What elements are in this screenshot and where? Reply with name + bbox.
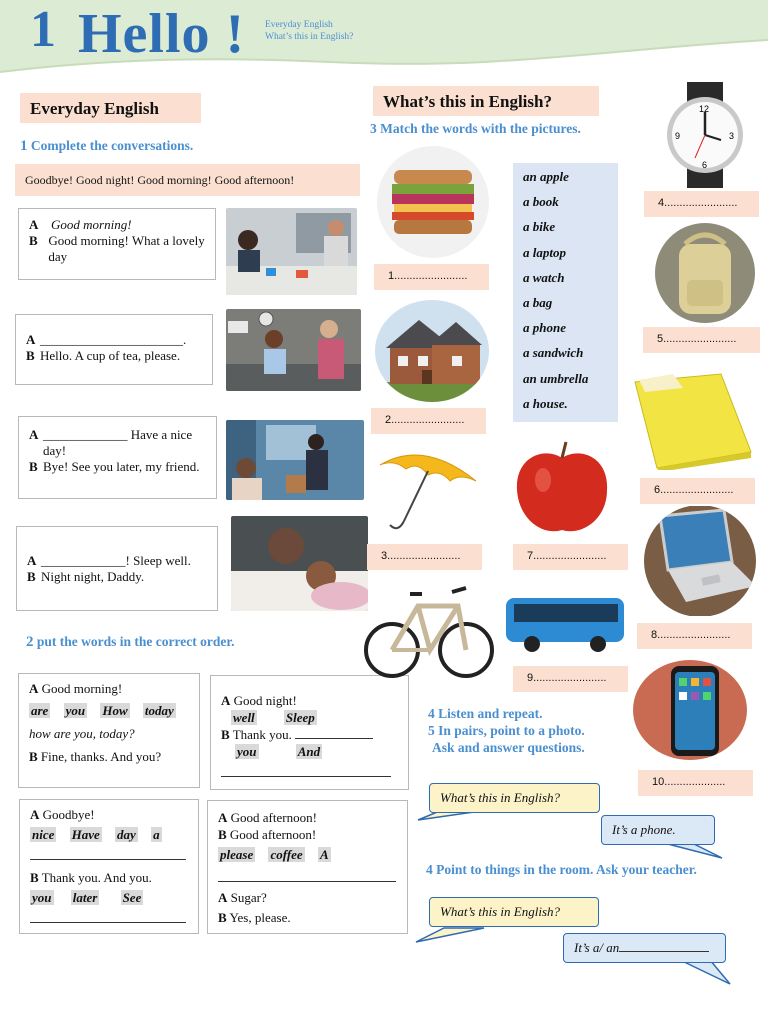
section-title-everyday-english: Everyday English	[20, 93, 201, 123]
word-chip[interactable]: See	[122, 890, 142, 905]
speaker-label: B	[218, 827, 227, 842]
word-item: a bag	[523, 294, 553, 310]
office-greeting-photo	[226, 208, 357, 295]
conv3-a-text: _____________ Have a nice day!	[43, 427, 193, 458]
order-box-1	[18, 673, 200, 788]
conv3-b-text: Bye! See you later, my friend.	[43, 459, 200, 474]
word-chip[interactable]: Sleep	[285, 710, 315, 725]
task5-text: 5 In pairs, point to a photo.	[428, 723, 585, 738]
word-bank: Goodbye! Good night! Good morning! Good afternoon!	[15, 164, 360, 196]
task2-heading	[26, 634, 234, 651]
label-2[interactable]: 2........................	[371, 408, 486, 434]
speaker-label: A	[221, 693, 231, 708]
answer-line[interactable]	[295, 738, 373, 739]
conversation-1	[18, 208, 216, 280]
header-subtitle	[265, 19, 353, 43]
word-chip[interactable]: are	[31, 703, 49, 718]
svg-text:3: 3	[729, 131, 735, 141]
label-9[interactable]: 9........................	[513, 666, 628, 692]
tea-shop-photo	[226, 309, 361, 391]
label-3[interactable]: 3........................	[367, 544, 482, 570]
task5-subtext: Ask and answer questions.	[432, 740, 585, 755]
order2-line2: Thank you.	[232, 727, 292, 742]
speaker-label: B	[29, 233, 38, 248]
task3-heading	[370, 121, 581, 137]
word-chip[interactable]: you	[32, 890, 52, 905]
word-chip[interactable]: today	[144, 703, 174, 718]
conv1-b-text: Good morning! What a lovely day	[48, 233, 205, 264]
word-chip[interactable]: How	[102, 703, 128, 718]
speaker-label: B	[218, 910, 227, 925]
speaker-label: A	[218, 890, 228, 905]
conversation-4	[16, 526, 218, 611]
order1-answer: how are you, today?	[29, 726, 135, 741]
bus-picture	[502, 590, 627, 656]
word-chip[interactable]: you	[237, 744, 257, 759]
word-chip[interactable]: well	[233, 710, 255, 725]
answer-line[interactable]	[221, 776, 391, 777]
bag-picture	[655, 222, 756, 324]
speaker-label: A	[29, 681, 39, 696]
task3-number: 3	[370, 121, 377, 136]
answer-prefix: It’s a/ an	[574, 940, 620, 955]
task4-text: 4 Listen and repeat.	[428, 706, 543, 721]
task1-heading	[20, 138, 193, 155]
speaker-label: A	[27, 553, 37, 568]
label-6[interactable]: 6........................	[640, 478, 755, 504]
task1-text: Complete the conversations.	[30, 138, 194, 153]
order-box-2	[210, 675, 409, 790]
speaker-label: B	[26, 348, 35, 363]
speaker-label: B	[221, 727, 230, 742]
speaker-label: B	[27, 569, 36, 584]
phone-picture	[633, 660, 748, 760]
task2-number: 2	[26, 634, 34, 650]
word-chip[interactable]: later	[72, 890, 98, 905]
word-chip[interactable]: day	[117, 827, 136, 842]
label-7[interactable]: 7........................	[513, 544, 628, 570]
good-night-photo	[231, 516, 368, 611]
word-chip[interactable]: please	[220, 847, 254, 862]
word-item: a book	[523, 194, 559, 210]
house-picture	[374, 300, 490, 403]
word-item: a watch	[523, 269, 565, 285]
speaker-label: A	[30, 807, 40, 822]
word-chip[interactable]: And	[297, 744, 321, 759]
word-chip[interactable]: you	[65, 703, 86, 718]
section-title-whats-this: What’s this in English?	[373, 86, 599, 116]
header-subtitle-line2: What’s this in English?	[265, 32, 354, 42]
word-chip[interactable]: a	[153, 827, 160, 842]
word-item: an umbrella	[523, 370, 589, 386]
conv4-b-text: Night night, Daddy.	[41, 569, 145, 584]
word-chip[interactable]: Have	[71, 827, 100, 842]
word-item: a phone	[523, 320, 566, 336]
order-box-4	[207, 800, 408, 934]
speaker-label: A	[29, 217, 39, 232]
sandwich-picture	[374, 145, 492, 259]
answer-line[interactable]	[619, 951, 709, 952]
word-item: a sandwich	[523, 345, 584, 361]
speaker-label: B	[30, 870, 39, 885]
task4-5-instructions	[428, 705, 585, 756]
speech-bubble-answer-2	[563, 933, 726, 963]
order4-line4: Yes, please.	[229, 910, 291, 925]
umbrella-picture	[376, 447, 482, 533]
conv2-b-text: Hello. A cup of tea, please.	[40, 348, 181, 363]
conv2-a-text: ______________________.	[40, 332, 187, 347]
conv1-a-text: Good morning!	[51, 217, 132, 232]
word-item: a laptop	[523, 244, 566, 260]
speech-bubble-answer-1: It’s a phone.	[601, 815, 715, 845]
word-item: an apple	[523, 169, 569, 184]
goodbye-photo	[226, 420, 364, 500]
bike-picture	[362, 572, 495, 684]
apple-picture	[513, 440, 611, 536]
speaker-label: B	[29, 749, 38, 764]
order3-line1: Goodbye!	[42, 807, 95, 822]
word-item: a house.	[523, 395, 568, 411]
header-subtitle-line1: Everyday English	[265, 20, 333, 30]
speaker-label: B	[29, 459, 38, 474]
order1-line3: Fine, thanks. And you?	[40, 749, 162, 764]
label-4[interactable]: 4........................	[644, 191, 759, 217]
answer-line[interactable]	[30, 859, 186, 860]
answer-line[interactable]	[218, 881, 396, 882]
order3-line2: Thank you. And you.	[41, 870, 152, 885]
word-item: a bike	[523, 219, 556, 235]
task4b-text: 4 Point to things in the room. Ask your teacher.	[426, 862, 697, 877]
label-10[interactable]: 10....................	[638, 770, 753, 796]
order-box-3	[19, 799, 199, 934]
laptop-picture	[642, 506, 758, 616]
watch-picture	[665, 82, 745, 188]
conversation-3	[18, 416, 217, 499]
task2-text: put the words in the correct order.	[36, 634, 235, 649]
svg-text:6: 6	[702, 160, 708, 170]
speaker-label: A	[29, 427, 39, 442]
book-picture	[633, 372, 755, 470]
task1-number: 1	[20, 138, 28, 154]
svg-text:9: 9	[675, 131, 681, 141]
label-8[interactable]: 8........................	[637, 623, 752, 649]
label-1[interactable]: 1........................	[374, 264, 489, 290]
order4-line3: Sugar?	[230, 890, 267, 905]
speech-bubble-question-1: What’s this in English?	[429, 783, 600, 813]
order4-line2: Good afternoon!	[229, 827, 317, 842]
conversation-2	[15, 314, 213, 385]
order1-line1: Good morning!	[41, 681, 123, 696]
speech-bubble-question-2: What’s this in English?	[429, 897, 599, 927]
speaker-label: A	[218, 810, 228, 825]
word-chip[interactable]: nice	[32, 827, 55, 842]
label-5[interactable]: 5........................	[643, 327, 760, 353]
answer-line[interactable]	[30, 922, 186, 923]
match-word-list	[513, 163, 618, 422]
svg-text:12: 12	[699, 104, 710, 114]
word-chip[interactable]: A	[319, 847, 329, 862]
word-chip[interactable]: coffee	[270, 847, 303, 862]
unit-title: Hello !	[78, 3, 246, 65]
conv4-a-text: _____________! Sleep well.	[41, 553, 191, 568]
unit-number: 1	[30, 1, 56, 58]
speaker-label: A	[26, 332, 36, 347]
order4-line1: Good afternoon!	[230, 810, 317, 825]
order2-line1: Good night!	[233, 693, 297, 708]
task3-text: Match the words with the pictures.	[380, 121, 581, 136]
